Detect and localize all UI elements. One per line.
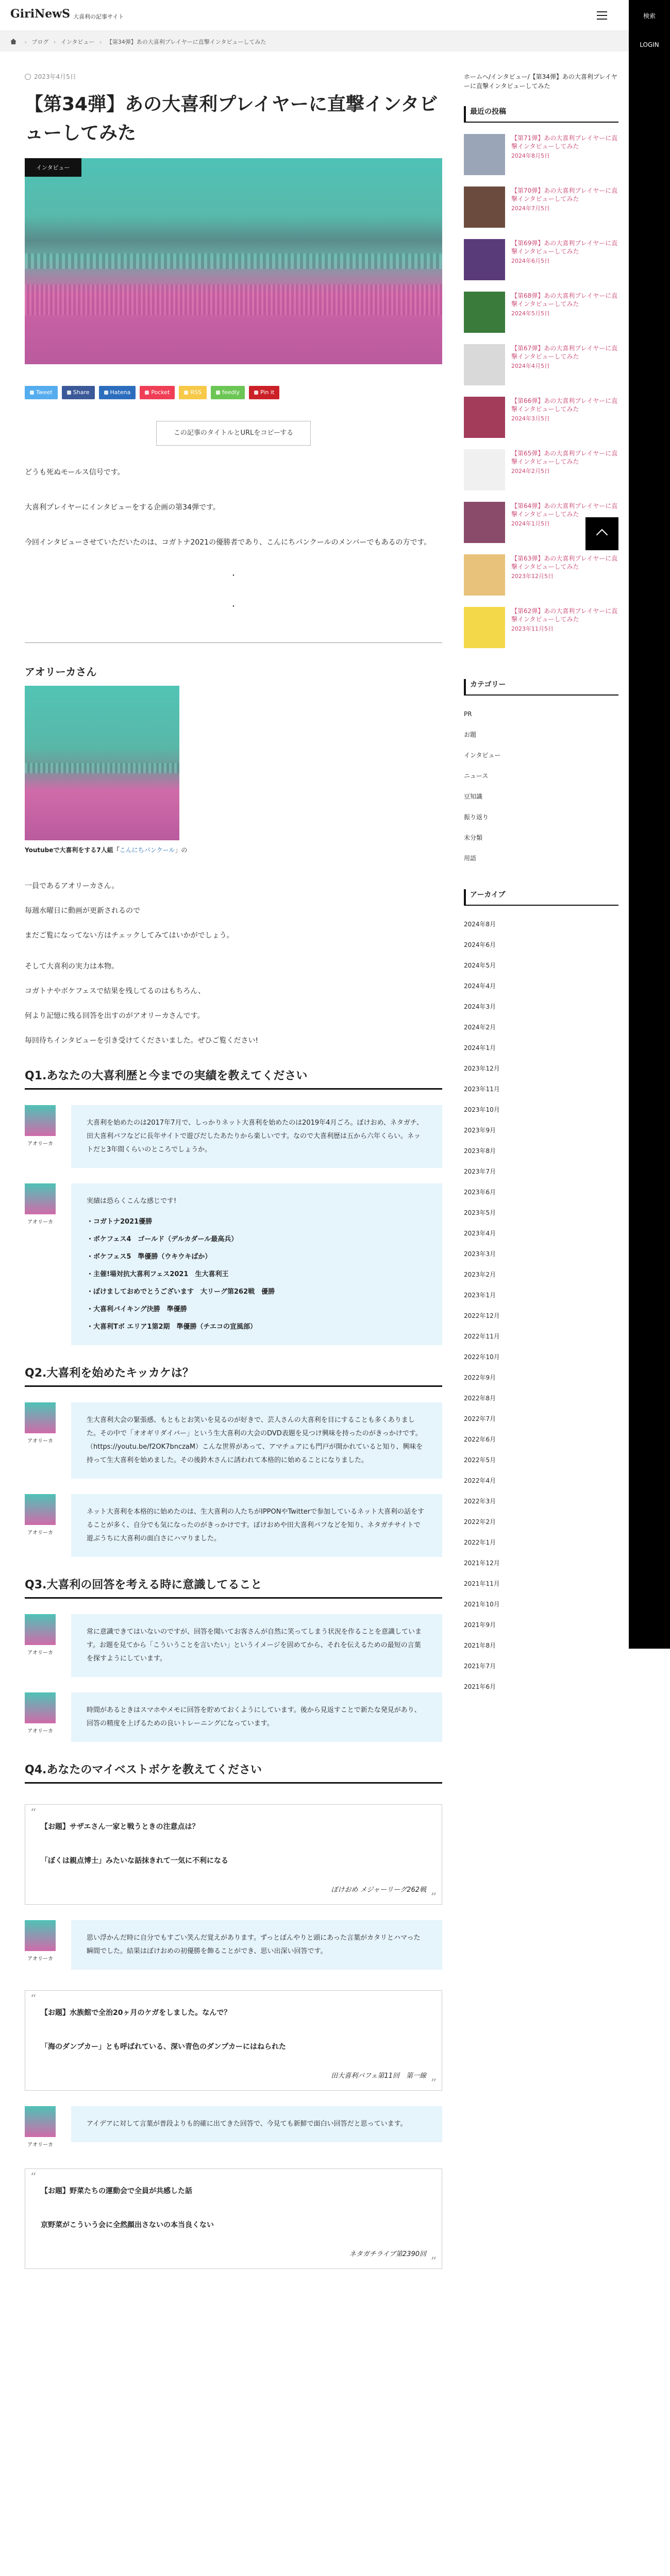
post-thumbnail[interactable] bbox=[464, 344, 505, 385]
archive-link[interactable]: 2024年6月 bbox=[464, 941, 496, 948]
article bbox=[25, 72, 442, 2269]
archive-link[interactable]: 2023年7月 bbox=[464, 1168, 496, 1175]
q3-answer-2 bbox=[25, 1692, 442, 1742]
q2-heading: Q2.大喜利を始めたキッカケは？ bbox=[25, 1366, 442, 1387]
category-heading: カテゴリー bbox=[464, 679, 618, 696]
person-line: 一員であるアオリーカさん。 bbox=[25, 882, 119, 890]
speaker-avatar: アオリーカ bbox=[25, 1494, 56, 1536]
speech-bubble: 実績は恐らくこんな感じです! ・コガトナ2021優勝 ・ボケフェス4 ゴールド（デルカダール最高兵） ・ボケフェス5 準優勝（ウキウキばか） ・主催!場対抗大喜利フェス2021 生大喜利王 ・ぼけましておめでとうございます 大リーグ第262戦 優勝 ・大喜利バイキング決勝 準優勝 ・大喜利Tボ エリア1第2期 準優勝（チエコの宣風部） bbox=[71, 1183, 442, 1345]
q1-answer-1 bbox=[25, 1105, 442, 1168]
toc-bullet: ・ bbox=[230, 572, 237, 580]
list-item: ・ボケフェス4 ゴールド（デルカダール最高兵） bbox=[87, 1235, 238, 1243]
sidebar-promo-link[interactable]: ホームへ/インタビュー/【第34弾】あの大喜利プレイヤーに直撃インタビューしてみた bbox=[464, 73, 617, 90]
recent-post-title[interactable]: 【第67弾】あの大喜利プレイヤーに直撃インタビューしてみた bbox=[511, 345, 618, 360]
recent-post-item[interactable] bbox=[464, 554, 618, 596]
facebook-share-button[interactable]: Share bbox=[62, 386, 95, 399]
speech-bubble: ネット大喜利を本格的に始めたのは、生大喜利の人たちがIPPONやTwitterで参加しているネット大喜利の話をすることが多く、自分でも気になったのがきっかけです。ぼけおめや田大喜利バフなどを知り、ネタガチサイトで遊ぶうちに大喜利の面白さにハマりました。 bbox=[71, 1494, 442, 1557]
q1-answer-2 bbox=[25, 1183, 442, 1345]
list-item: ・大喜利バイキング決勝 準優勝 bbox=[87, 1306, 187, 1313]
site-tagline: 大喜利の記事サイト bbox=[73, 13, 124, 20]
recent-post-item[interactable] bbox=[464, 449, 618, 490]
category-link[interactable]: お題 bbox=[464, 731, 477, 738]
intro-1: どうも死ぬモールス信号です。 bbox=[25, 468, 125, 477]
speaker-avatar: アオリーカ bbox=[25, 1614, 56, 1656]
person-line: コガトナやボケフェスで結果を残してるのはもちろん、 bbox=[25, 987, 206, 995]
hatena-icon bbox=[104, 391, 108, 395]
archive-link[interactable]: 2024年5月 bbox=[464, 962, 496, 969]
person-line: そして大喜利の実力は本物。 bbox=[25, 962, 119, 971]
facebook-icon bbox=[67, 391, 71, 395]
group-link[interactable]: こんにちパンクール bbox=[119, 846, 175, 854]
archive-link[interactable]: 2023年9月 bbox=[464, 1127, 496, 1134]
recent-post-date: 2023年12月5日 bbox=[511, 573, 554, 580]
q4-heading: Q4.あなたのマイベストボケを教えてください bbox=[25, 1762, 442, 1784]
recent-post-date: 2024年4月5日 bbox=[511, 363, 550, 369]
best-boke-quote: “ ” 【お題】サザエさん一家と戦うときの注意点は？ 「ぼくは親点博士」みたいな話抹きれて一気に不利になる ぼけおめ メジャーリーグ262戦 bbox=[25, 1804, 442, 1905]
recent-posts-list bbox=[464, 134, 618, 648]
breadcrumb-interview[interactable]: インタビュー bbox=[60, 39, 95, 45]
speaker-avatar: アオリーカ bbox=[25, 1105, 56, 1147]
archive-link[interactable]: 2022年12月 bbox=[464, 1312, 500, 1319]
list-item: ・大喜利Tボ エリア1第2期 準優勝（チエコの宣風部） bbox=[87, 1323, 257, 1331]
archive-link[interactable]: 2022年3月 bbox=[464, 1498, 496, 1505]
person-line: 毎週水曜日に動画が更新されるので bbox=[25, 907, 140, 915]
twitter-icon bbox=[30, 391, 34, 395]
recent-post-item[interactable] bbox=[464, 344, 618, 385]
archive-link[interactable]: 2023年3月 bbox=[464, 1250, 496, 1258]
recent-post-title[interactable]: 【第66弾】あの大喜利プレイヤーに直撃インタビューしてみた bbox=[511, 397, 618, 413]
person-line: まだご覧になってない方はチェックしてみてはいかがでしょう。 bbox=[25, 931, 234, 940]
menu-icon[interactable] bbox=[597, 11, 607, 20]
site-logo[interactable]: GiriNewS bbox=[10, 7, 71, 21]
archive-link[interactable]: 2021年7月 bbox=[464, 1663, 496, 1670]
category-link[interactable]: 未分類 bbox=[464, 834, 483, 841]
post-thumbnail[interactable] bbox=[464, 554, 505, 596]
archive-link[interactable]: 2022年6月 bbox=[464, 1436, 496, 1443]
archive-link[interactable]: 2023年5月 bbox=[464, 1209, 496, 1216]
best-boke-quote: “ ” 【お題】野菜たちの運動会で全員が共感した話 京野菜がこういう会に全然顔出さないの本当良くない ネタガチライブ第2390回 bbox=[25, 2168, 442, 2269]
speech-bubble: 思い浮かんだ時に自分でもすごい笑んだ覚えがあります。ずっとぼんやりと頭にあった言葉がカタリとハマった瞬間でした。結果はぼけおめの初優勝を飾ることができ、思い出深い回答です。 bbox=[71, 1920, 442, 1970]
category-badge[interactable]: インタビュー bbox=[25, 158, 81, 177]
archive-list bbox=[464, 914, 618, 1697]
person-line: 毎回待ちインタビューを引き受けてくださいました。ぜひご覧ください! bbox=[25, 1037, 259, 1045]
archive-link[interactable]: 2021年8月 bbox=[464, 1642, 496, 1649]
recent-post-date: 2024年7月5日 bbox=[511, 205, 550, 212]
speaker-avatar: アオリーカ bbox=[25, 1183, 56, 1225]
list-item: ・主催!場対抗大喜利フェス2021 生大喜利王 bbox=[87, 1270, 229, 1278]
archive-link[interactable]: 2022年5月 bbox=[464, 1456, 496, 1464]
side-rail bbox=[629, 0, 670, 1649]
archive-link[interactable]: 2024年2月 bbox=[464, 1024, 496, 1031]
intro-3: 今回インタビューさせていただいたのは、コガトナ2021の優勝者であり、こんにちパンクールのメンバーでもあるの方です。 bbox=[25, 538, 431, 547]
share-buttons bbox=[25, 386, 442, 399]
breadcrumb: › ブログ › インタビュー › 【第34弾】あの大喜利プレイヤーに直撃インタビューしてみた bbox=[10, 38, 266, 46]
q3-answer-1 bbox=[25, 1614, 442, 1677]
archive-link[interactable]: 2022年9月 bbox=[464, 1374, 496, 1381]
recent-post-item[interactable] bbox=[464, 607, 618, 648]
pocket-button[interactable]: Pocket bbox=[140, 386, 175, 399]
archive-link[interactable]: 2023年1月 bbox=[464, 1292, 496, 1299]
recent-posts-heading: 最近の投稿 bbox=[464, 106, 618, 123]
recent-post-date: 2023年11月5日 bbox=[511, 625, 554, 632]
recent-post-date: 2024年3月5日 bbox=[511, 415, 550, 422]
recent-post-date: 2024年6月5日 bbox=[511, 258, 550, 264]
q4-comment-2 bbox=[25, 2106, 442, 2148]
speech-bubble: 時間があるときはスマホやメモに回答を貯めておくようにしています。後から見返すことで新たな発見があり、回答の精度を上げるための良いトレーニングになっています。 bbox=[71, 1692, 442, 1742]
category-link[interactable]: 用語 bbox=[464, 855, 477, 862]
post-date bbox=[25, 72, 442, 81]
recent-post-title[interactable]: 【第71弾】あの大喜利プレイヤーに直撃インタビューしてみた bbox=[511, 134, 618, 150]
archive-link[interactable]: 2023年8月 bbox=[464, 1147, 496, 1155]
archive-link[interactable]: 2021年11月 bbox=[464, 1580, 500, 1587]
person-caption: Youtubeで大喜利をする7人組「こんにちパンクール」の bbox=[25, 846, 188, 854]
pinterest-icon bbox=[254, 391, 258, 395]
toc-bullet: ・ bbox=[230, 603, 237, 611]
archive-link[interactable]: 2022年10月 bbox=[464, 1353, 500, 1361]
breadcrumb-blog[interactable]: ブログ bbox=[31, 39, 49, 45]
feedly-button[interactable]: feedly bbox=[211, 386, 245, 399]
recent-post-item[interactable] bbox=[464, 397, 618, 438]
list-item: ・ぼけましておめでとうございます 大リーグ第262戦 優勝 bbox=[87, 1288, 275, 1296]
recent-post-title[interactable]: 【第64弾】あの大喜利プレイヤーに直撃インタビューしてみた bbox=[511, 502, 618, 518]
post-thumbnail[interactable] bbox=[464, 292, 505, 333]
sidebar bbox=[464, 72, 618, 1697]
home-icon[interactable] bbox=[10, 39, 16, 44]
login-button[interactable]: LOGIN bbox=[640, 41, 659, 48]
achievement-list bbox=[87, 1215, 427, 1334]
archive-link[interactable]: 2022年11月 bbox=[464, 1333, 500, 1340]
recent-post-item[interactable] bbox=[464, 134, 618, 175]
archive-link[interactable]: 2021年12月 bbox=[464, 1560, 500, 1567]
speech-bubble: 大喜利を始めたのは2017年7月で、しっかりネット大喜利を始めたのは2019年4月ごろ。ぼけおめ、ネタガチ、田大喜利バフなどに長年サイトで遊びだしたあたりから楽しいです。なので大喜利歴は五から六年くらい。ネットだと3年間くらいのところでしょうか。 bbox=[71, 1105, 442, 1168]
archive-link[interactable]: 2024年1月 bbox=[464, 1044, 496, 1052]
speech-bubble: 常に意識できてはいないのですが、回答を聞いてお客さんが自然に笑ってしまう状況を作ることを意識しています。お題を見てから「こういうことを言いたい」というイメージを固めてから、それを伝えるための最短の言葉を探すようにしています。 bbox=[71, 1614, 442, 1677]
recent-post-title[interactable]: 【第69弾】あの大喜利プレイヤーに直撃インタビューしてみた bbox=[511, 240, 618, 255]
person-line: 何より記憶に残る回答を出すのがアオリーカさんです。 bbox=[25, 1012, 205, 1020]
recent-post-title[interactable]: 【第70弾】あの大喜利プレイヤーに直撃インタビューしてみた bbox=[511, 187, 618, 202]
speaker-avatar: アオリーカ bbox=[25, 1402, 56, 1444]
best-boke-quote: “ ” 【お題】水族館で全治20ヶ月のケガをしました。なんで？ 「海のダンプカー」とも呼ばれている、深い青色のダンプカーにはねられた 田大喜利バフェ第11回 第一線 bbox=[25, 1990, 442, 2091]
post-thumbnail[interactable] bbox=[464, 134, 505, 175]
category-link[interactable]: ニュース bbox=[464, 772, 489, 779]
archive-link[interactable]: 2021年9月 bbox=[464, 1621, 496, 1629]
archive-link[interactable]: 2022年2月 bbox=[464, 1518, 496, 1526]
copy-title-url-button[interactable]: この記事のタイトルとURLをコピーする bbox=[156, 421, 311, 446]
back-to-top-button[interactable] bbox=[585, 517, 618, 550]
q3-heading: Q3.大喜利の回答を考える時に意識してること bbox=[25, 1578, 442, 1599]
archive-link[interactable]: 2023年12月 bbox=[464, 1065, 500, 1072]
q1-heading: Q1.あなたの大喜利歴と今までの実績を教えてください bbox=[25, 1069, 442, 1090]
person-heading: アオリーカさん bbox=[25, 666, 97, 678]
archive-link[interactable]: 2022年7月 bbox=[464, 1415, 496, 1422]
speech-bubble: アイデアに対して言葉が普段よりも的確に出てきた回答で、今見ても新鮮で面白い回答だと思っています。 bbox=[71, 2106, 442, 2142]
recent-post-item[interactable] bbox=[464, 187, 618, 228]
category-link[interactable]: PR bbox=[464, 710, 472, 718]
speaker-avatar: アオリーカ bbox=[25, 1692, 56, 1734]
recent-post-title[interactable]: 【第63弾】あの大喜利プレイヤーに直撃インタビューしてみた bbox=[511, 555, 618, 570]
clock-icon bbox=[25, 74, 31, 80]
archive-link[interactable]: 2024年4月 bbox=[464, 982, 496, 990]
person-photo bbox=[25, 686, 179, 840]
feedly-icon bbox=[216, 391, 220, 395]
category-link[interactable]: 豆知識 bbox=[464, 793, 483, 800]
hatena-button[interactable]: Hatena bbox=[99, 386, 136, 399]
archive-link[interactable]: 2023年6月 bbox=[464, 1189, 496, 1196]
recent-post-date: 2024年2月5日 bbox=[511, 468, 550, 474]
post-thumbnail[interactable] bbox=[464, 187, 505, 228]
recent-post-item[interactable] bbox=[464, 292, 618, 333]
archive-link[interactable]: 2023年10月 bbox=[464, 1106, 500, 1113]
archive-link[interactable]: 2022年8月 bbox=[464, 1395, 496, 1402]
chevron-up-icon bbox=[596, 529, 608, 541]
archive-link[interactable]: 2024年8月 bbox=[464, 921, 496, 928]
archive-link[interactable]: 2022年1月 bbox=[464, 1539, 496, 1546]
post-title: 【第34弾】あの大喜利プレイヤーに直撃インタビューしてみた bbox=[25, 94, 438, 144]
post-thumbnail[interactable] bbox=[464, 502, 505, 543]
eyecatch-image bbox=[25, 158, 442, 364]
post-thumbnail[interactable] bbox=[464, 239, 505, 280]
category-list bbox=[464, 704, 618, 869]
breadcrumb-current: 【第34弾】あの大喜利プレイヤーに直撃インタビューしてみた bbox=[106, 39, 266, 45]
list-item: ・ボケフェス5 準優勝（ウキウキばか） bbox=[87, 1253, 212, 1261]
archive-link[interactable]: 2022年4月 bbox=[464, 1477, 496, 1484]
recent-post-title[interactable]: 【第68弾】あの大喜利プレイヤーに直撃インタビューしてみた bbox=[511, 292, 618, 308]
post-thumbnail[interactable] bbox=[464, 449, 505, 490]
q2-answer-2 bbox=[25, 1494, 442, 1557]
recent-post-date: 2024年8月5日 bbox=[511, 152, 550, 159]
breadcrumb-bar bbox=[0, 31, 629, 52]
speaker-avatar: アオリーカ bbox=[25, 2106, 56, 2148]
rss-icon bbox=[184, 391, 188, 395]
pocket-icon bbox=[145, 391, 149, 395]
archive-link[interactable]: 2023年11月 bbox=[464, 1086, 500, 1093]
archive-heading: アーカイブ bbox=[464, 889, 618, 906]
q4-comment-1 bbox=[25, 1920, 442, 1970]
list-item: ・コガトナ2021優勝 bbox=[87, 1218, 153, 1226]
recent-post-title[interactable]: 【第62弾】あの大喜利プレイヤーに直撃インタビューしてみた bbox=[511, 607, 618, 623]
post-thumbnail[interactable] bbox=[464, 397, 505, 438]
recent-post-date: 2024年5月5日 bbox=[511, 310, 550, 317]
section-divider bbox=[25, 642, 442, 643]
tweet-button[interactable]: Tweet bbox=[25, 386, 58, 399]
archive-link[interactable]: 2023年2月 bbox=[464, 1271, 496, 1278]
recent-post-date: 2024年1月5日 bbox=[511, 520, 550, 527]
recent-post-title[interactable]: 【第65弾】あの大喜利プレイヤーに直撃インタビューしてみた bbox=[511, 450, 618, 465]
intro-2: 大喜利プレイヤーにインタビューをする企画の第34弾です。 bbox=[25, 503, 220, 512]
archive-link[interactable]: 2021年6月 bbox=[464, 1683, 496, 1690]
site-header bbox=[0, 0, 629, 31]
search-button[interactable]: 検索 bbox=[643, 12, 656, 20]
post-date-text: 2023年4月5日 bbox=[34, 73, 76, 80]
pinterest-button[interactable]: Pin it bbox=[249, 386, 279, 399]
category-link[interactable]: 振り返り bbox=[464, 814, 489, 821]
category-link[interactable]: インタビュー bbox=[464, 752, 501, 759]
speaker-avatar: アオリーカ bbox=[25, 1920, 56, 1962]
archive-link[interactable]: 2024年3月 bbox=[464, 1003, 496, 1010]
archive-link[interactable]: 2021年10月 bbox=[464, 1601, 500, 1608]
rss-button[interactable]: RSS bbox=[179, 386, 207, 399]
post-thumbnail[interactable] bbox=[464, 607, 505, 648]
archive-link[interactable]: 2023年4月 bbox=[464, 1230, 496, 1237]
recent-post-item[interactable] bbox=[464, 239, 618, 280]
speech-bubble: 生大喜利大会の緊張感、もともとお笑いを見るのが好きで、芸人さんの大喜利を目にすることも多くありました。その中で「オオギリダイバー」という生大喜利の大会のDVD表題を見つけ興味を持ったのがきっかけです。（https://youtu.be/f2OK7bnczaM）こんな世界があって、アマチュアにも門戸が開かれていると知り、興味を持って生大喜利を始めました。その後鈴木さんに誘われて本格的に始めることになりました。 bbox=[71, 1402, 442, 1479]
q2-answer-1 bbox=[25, 1402, 442, 1479]
